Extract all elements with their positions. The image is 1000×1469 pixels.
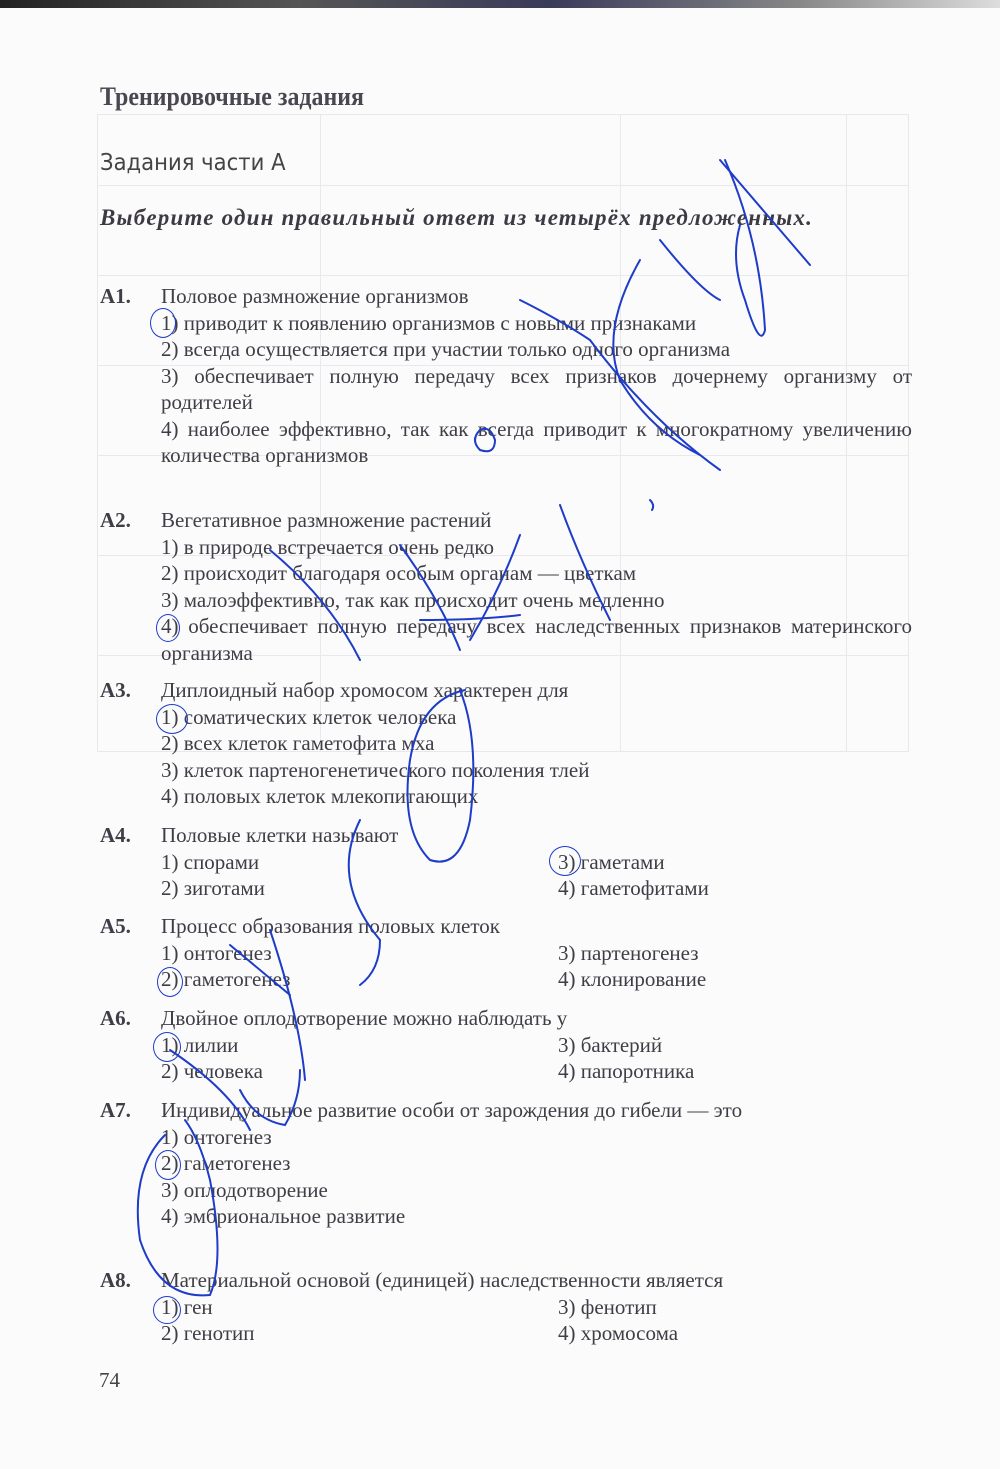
page-title: Тренировочные задания bbox=[100, 82, 364, 111]
question-a4 bbox=[100, 822, 912, 902]
option[interactable]: 4) хромосома bbox=[558, 1321, 679, 1345]
option[interactable]: 3) бактерий bbox=[558, 1032, 663, 1057]
answer-circle-icon bbox=[153, 1296, 181, 1324]
question-a8 bbox=[100, 1267, 912, 1347]
option[interactable]: 1) онтогенез bbox=[161, 940, 272, 965]
option[interactable]: 3) обеспечивает полную передачу всех признаков дочернему организму от родителей bbox=[161, 363, 912, 414]
question-number: А1. bbox=[100, 284, 131, 308]
option[interactable]: 3) оплодотворение bbox=[161, 1177, 328, 1202]
answer-circle-icon bbox=[150, 308, 176, 338]
option[interactable]: 2) зиготами bbox=[161, 876, 265, 900]
option[interactable]: 4) папоротника bbox=[558, 1059, 695, 1083]
question-a1 bbox=[100, 283, 912, 469]
question-number: А7. bbox=[100, 1098, 131, 1122]
question-number: А4. bbox=[100, 823, 131, 847]
question-number: А8. bbox=[100, 1268, 131, 1292]
question-number: А3. bbox=[100, 678, 131, 702]
option[interactable]: 4) гаметофитами bbox=[558, 876, 709, 900]
question-stem: Диплоидный набор хромосом характерен для bbox=[161, 678, 569, 702]
scan-edge bbox=[0, 0, 1000, 8]
question-a5 bbox=[100, 913, 912, 993]
option[interactable]: 4) половых клеток млекопитающих bbox=[161, 784, 479, 808]
option[interactable]: 2) всегда осуществляется при участии только одного организма bbox=[161, 337, 731, 361]
option[interactable]: 1) спорами bbox=[161, 849, 260, 874]
option[interactable]: 3) клеток партеногенетического поколения тлей bbox=[161, 757, 590, 782]
option[interactable]: 1) в природе встречается очень редко bbox=[161, 534, 495, 559]
answer-circle-icon bbox=[153, 1032, 181, 1062]
option[interactable]: 3) партеногенез bbox=[558, 940, 699, 965]
answer-circle-icon bbox=[156, 704, 188, 734]
question-stem: Индивидуальное развитие особи от зарождения до гибели — это bbox=[161, 1098, 743, 1122]
question-a7 bbox=[100, 1097, 912, 1230]
question-number: А5. bbox=[100, 914, 131, 938]
option[interactable]: 3) гаметами bbox=[558, 849, 665, 874]
question-a2 bbox=[100, 507, 912, 666]
question-stem: Процесс образования половых клеток bbox=[161, 914, 500, 938]
option[interactable]: 2) гаметогенез bbox=[161, 1151, 291, 1175]
question-stem: Двойное оплодотворение можно наблюдать у bbox=[161, 1006, 568, 1030]
option[interactable]: 2) человека bbox=[161, 1059, 263, 1083]
question-stem: Половые клетки называют bbox=[161, 823, 399, 847]
question-a3 bbox=[100, 677, 912, 810]
question-number: А6. bbox=[100, 1006, 131, 1030]
question-stem: Материальной основой (единицей) наследственности является bbox=[161, 1268, 724, 1292]
option[interactable]: 3) малоэффективно, так как происходит очень медленно bbox=[161, 587, 665, 612]
answer-circle-icon bbox=[156, 614, 180, 642]
answer-circle-icon bbox=[155, 1150, 181, 1180]
option[interactable]: 1) ген bbox=[161, 1294, 213, 1319]
option[interactable]: 4) обеспечивает полную передачу всех наследственных признаков материнского организма bbox=[161, 614, 912, 665]
question-stem: Половое размножение организмов bbox=[161, 284, 469, 308]
option[interactable]: 2) происходит благодаря особым органам — цветкам bbox=[161, 561, 637, 585]
option[interactable]: 4) эмбриональное развитие bbox=[161, 1204, 406, 1228]
section-subtitle: Задания части А bbox=[100, 150, 286, 176]
option[interactable]: 1) лилии bbox=[161, 1032, 239, 1057]
page-number: 74 bbox=[99, 1368, 120, 1392]
question-number: А2. bbox=[100, 508, 131, 532]
question-stem: Вегетативное размножение растений bbox=[161, 508, 492, 532]
instruction: Выберите один правильный ответ из четырёх предложенных. bbox=[100, 205, 814, 230]
answer-circle-icon bbox=[157, 967, 183, 997]
option[interactable]: 3) фенотип bbox=[558, 1294, 657, 1319]
option[interactable]: 2) генотип bbox=[161, 1321, 255, 1345]
option[interactable]: 2) всех клеток гаметофита мха bbox=[161, 731, 435, 755]
question-a6 bbox=[100, 1005, 912, 1085]
option[interactable]: 1) приводит к появлению организмов с новыми признаками bbox=[161, 310, 697, 335]
option[interactable]: 4) наиболее эффективно, так как всегда приводит к многократному увеличению количества организмов bbox=[161, 416, 912, 467]
answer-circle-icon bbox=[549, 846, 581, 876]
option[interactable]: 4) клонирование bbox=[558, 967, 707, 991]
option[interactable]: 1) соматических клеток человека bbox=[161, 704, 457, 729]
option[interactable]: 1) онтогенез bbox=[161, 1124, 272, 1149]
option[interactable]: 2) гаметогенез bbox=[161, 967, 291, 991]
